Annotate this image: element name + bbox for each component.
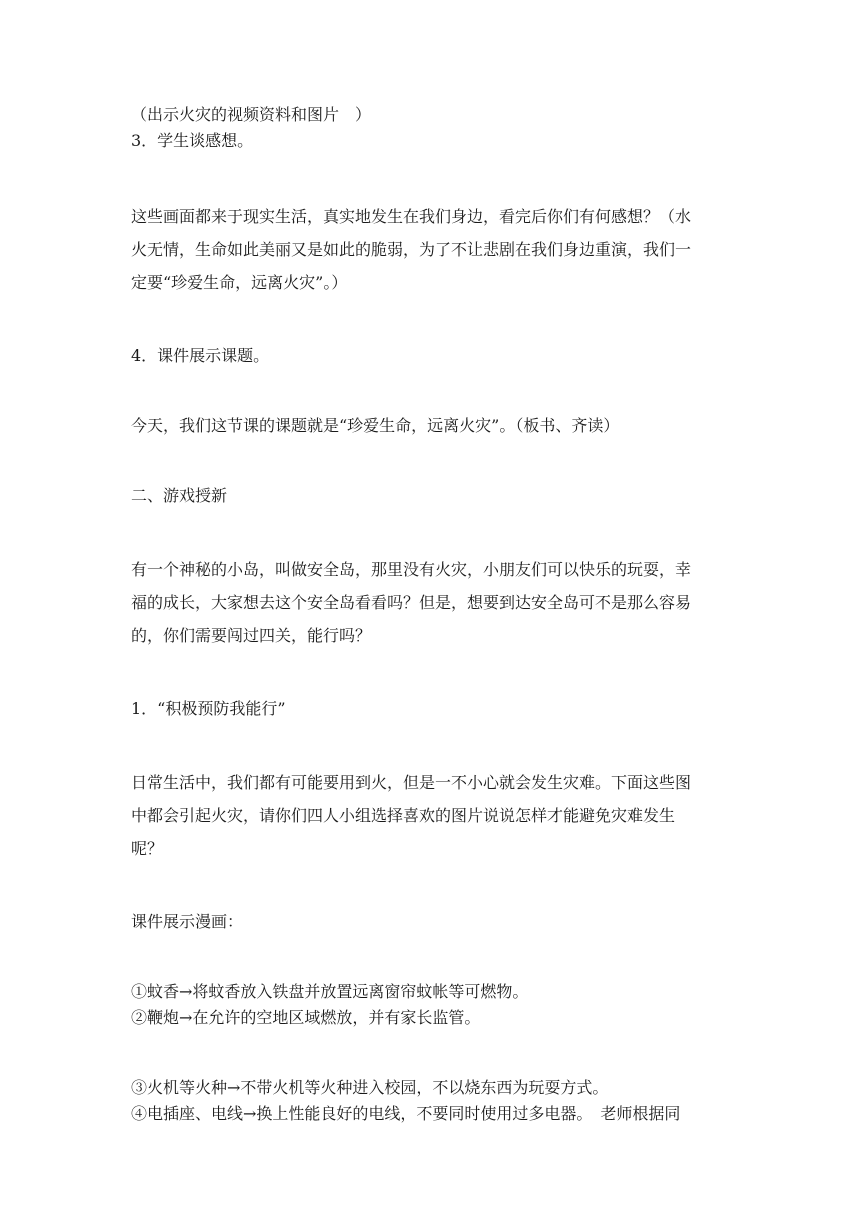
paragraph-island xyxy=(131,553,735,652)
paragraph-line: 这些画面都来于现实生活，真实地发生在我们身边，看完后你们有何感想？（水 xyxy=(131,207,692,226)
list-item: ①蚊香→将蚊香放入铁盘并放置远离窗帘蚊帐等可燃物。 xyxy=(131,982,529,1001)
paragraph-line: 的，你们需要闯过四关，能行吗？ xyxy=(131,626,372,645)
paragraph-line: 有一个神秘的小岛，叫做安全岛，那里没有火灾，小朋友们可以快乐的玩耍，幸 xyxy=(131,560,692,579)
heading-show-topic: 4．课件展示课题。 xyxy=(131,346,270,365)
section-heading-game: 二、游戏授新 xyxy=(131,486,228,505)
heading-student-feelings: 3．学生谈感想。 xyxy=(131,131,254,150)
paragraph-topic: 今天，我们这节课的课题就是“珍爱生命，远离火灾”。（板书、齐读） xyxy=(131,416,620,435)
paragraph-daily-life xyxy=(131,766,735,865)
paragraph-line: 日常生活中，我们都有可能要用到火，但是一不小心就会发生灾难。下面这些图 xyxy=(131,773,692,792)
list-item: ②鞭炮→在允许的空地区域燃放，并有家长监管。 xyxy=(131,1008,481,1027)
paragraph-line: 福的成长，大家想去这个安全岛看看吗？但是，想要到达安全岛可不是那么容易 xyxy=(131,593,692,612)
paragraph-line: 火无情，生命如此美丽又是如此的脆弱，为了不让悲剧在我们身边重演，我们一 xyxy=(131,240,692,259)
list-item: ③火机等火种→不带火机等火种进入校园，不以烧东西为玩耍方式。 xyxy=(131,1078,609,1097)
document-body xyxy=(131,102,735,1127)
video-note: （出示火灾的视频资料和图片 ） xyxy=(131,105,372,124)
stage-heading-prevention: 1．“积极预防我能行” xyxy=(131,699,286,718)
paragraph-line: 呢？ xyxy=(131,839,164,858)
list-item: ④电插座、电线→换上性能良好的电线，不要同时使用过多电器。 老师根据同 xyxy=(131,1104,681,1123)
paragraph-line: 定要“珍爱生命，远离火灾”。） xyxy=(131,273,348,292)
paragraph-feelings xyxy=(131,200,735,299)
paragraph-line: 中都会引起火灾，请你们四人小组选择喜欢的图片说说怎样才能避免灾难发生 xyxy=(131,806,676,825)
comics-label: 课件展示漫画： xyxy=(131,912,244,931)
